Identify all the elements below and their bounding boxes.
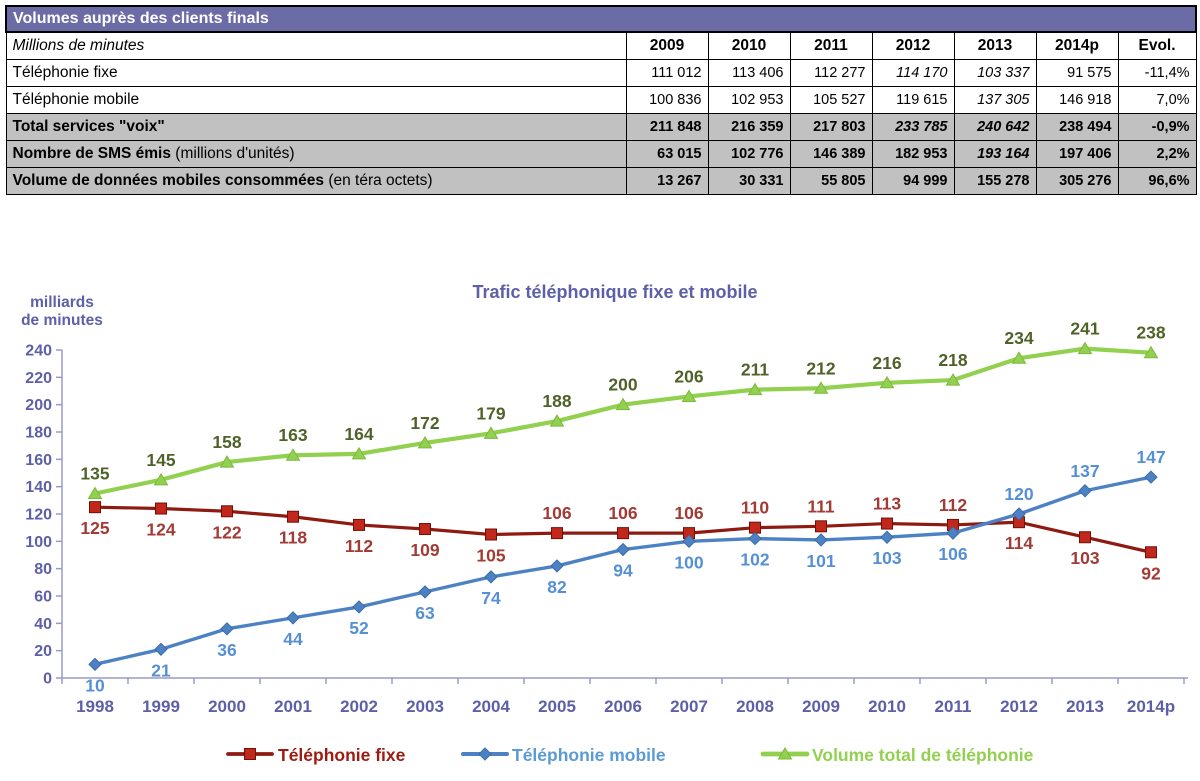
value-cell: 13 267 — [626, 168, 708, 195]
chart-title: Trafic téléphonique fixe et mobile — [472, 282, 758, 302]
y-tick-label: 200 — [25, 397, 52, 415]
value-cell: 112 277 — [790, 60, 872, 87]
x-tick-label: 1999 — [142, 697, 180, 716]
value-cell: 146 918 — [1036, 87, 1118, 114]
table-header-row — [6, 32, 1196, 60]
table-row — [6, 60, 1196, 87]
y-axis-label: milliards — [30, 294, 94, 311]
y-tick-label: 20 — [34, 643, 52, 661]
data-label: 163 — [278, 425, 308, 446]
y-tick-label: 220 — [25, 369, 52, 387]
value-cell: 113 406 — [708, 60, 790, 87]
value-cell: 182 953 — [872, 141, 954, 168]
row-label: Téléphonie mobile — [6, 87, 626, 114]
value-cell: 111 012 — [626, 60, 708, 87]
series-labels-1 — [85, 447, 1165, 695]
data-label: 105 — [476, 545, 506, 566]
value-cell: 119 615 — [872, 87, 954, 114]
data-label: 234 — [1004, 328, 1034, 349]
evol-cell: 96,6% — [1118, 168, 1196, 195]
x-tick-label: 2010 — [868, 697, 906, 716]
column-header: 2012 — [872, 32, 954, 60]
value-cell: 155 278 — [954, 168, 1036, 195]
row-label: Nombre de SMS émis (millions d'unités) — [6, 141, 626, 168]
y-tick-label: 60 — [34, 588, 52, 606]
data-label: 179 — [476, 403, 506, 424]
x-tick-label: 2011 — [934, 697, 972, 716]
traffic-chart — [0, 266, 1200, 776]
data-label: 218 — [938, 350, 968, 371]
x-tick-label: 2004 — [472, 697, 510, 716]
x-tick-label: 2007 — [670, 697, 708, 716]
y-tick-label: 0 — [43, 670, 52, 688]
line-chart-svg — [0, 266, 1200, 776]
value-cell: 114 170 — [872, 60, 954, 87]
data-label: 109 — [410, 540, 440, 561]
x-tick-label: 2014p — [1126, 697, 1176, 716]
data-label: 36 — [217, 639, 237, 660]
data-label: 21 — [151, 660, 171, 681]
data-label: 241 — [1070, 318, 1100, 339]
legend-label: Téléphonie mobile — [512, 745, 666, 765]
evol-cell: 2,2% — [1118, 141, 1196, 168]
value-cell: 193 164 — [954, 141, 1036, 168]
x-tick-label: 1998 — [76, 697, 114, 716]
table-title: Volumes auprès des clients finals — [6, 6, 1196, 32]
y-tick-label: 140 — [25, 479, 52, 497]
legend-label: Téléphonie fixe — [278, 745, 406, 765]
evol-cell: 7,0% — [1118, 87, 1196, 114]
data-label: 10 — [85, 675, 105, 696]
value-cell: 94 999 — [872, 168, 954, 195]
legend-label: Volume total de téléphonie — [812, 745, 1034, 765]
value-cell: 137 305 — [954, 87, 1036, 114]
data-label: 113 — [872, 493, 902, 514]
value-cell: 146 389 — [790, 141, 872, 168]
data-label: 112 — [344, 535, 374, 556]
value-cell: 305 276 — [1036, 168, 1118, 195]
data-label: 125 — [80, 518, 110, 539]
x-tick-label: 2009 — [802, 697, 840, 716]
table-row — [6, 87, 1196, 114]
volumes-table — [5, 5, 1197, 195]
data-label: 92 — [1141, 563, 1161, 584]
data-label: 122 — [212, 522, 242, 543]
y-tick-label: 240 — [25, 342, 52, 360]
row-label: Téléphonie fixe — [6, 60, 626, 87]
data-label: 158 — [212, 432, 242, 453]
y-tick-label: 100 — [25, 533, 52, 551]
value-cell: 102 776 — [708, 141, 790, 168]
value-cell: 55 805 — [790, 168, 872, 195]
data-label: 94 — [613, 560, 633, 581]
column-header: 2013 — [954, 32, 1036, 60]
table-row — [6, 168, 1196, 195]
value-cell: 105 527 — [790, 87, 872, 114]
data-label: 164 — [344, 423, 374, 444]
x-tick-label: 2006 — [604, 697, 642, 716]
data-label: 147 — [1136, 447, 1166, 468]
evol-cell: -0,9% — [1118, 114, 1196, 141]
table-row — [6, 141, 1196, 168]
data-label: 137 — [1070, 460, 1100, 481]
column-header: 2009 — [626, 32, 708, 60]
data-label: 200 — [608, 374, 638, 395]
data-label: 145 — [146, 449, 176, 470]
value-cell: 240 642 — [954, 114, 1036, 141]
data-label: 206 — [674, 366, 704, 387]
data-label: 103 — [872, 548, 902, 569]
data-label: 106 — [542, 503, 572, 524]
column-header: 2010 — [708, 32, 790, 60]
y-tick-label: 40 — [34, 615, 52, 633]
value-cell: 103 337 — [954, 60, 1036, 87]
x-tick-label: 2012 — [1000, 697, 1038, 716]
value-cell: 211 848 — [626, 114, 708, 141]
value-cell: 233 785 — [872, 114, 954, 141]
value-cell: 30 331 — [708, 168, 790, 195]
x-tick-label: 2008 — [736, 697, 774, 716]
svg-text:de minutes: de minutes — [21, 312, 103, 329]
data-label: 111 — [807, 496, 835, 517]
data-label: 102 — [740, 549, 770, 570]
data-label: 114 — [1004, 533, 1034, 554]
x-tick-label: 2005 — [538, 697, 576, 716]
data-label: 172 — [410, 412, 440, 433]
data-label: 110 — [740, 497, 770, 518]
column-header: 2014p — [1036, 32, 1118, 60]
series-2 — [89, 343, 1158, 499]
value-cell: 100 836 — [626, 87, 708, 114]
data-label: 112 — [938, 494, 968, 515]
x-tick-label: 2013 — [1066, 697, 1104, 716]
x-tick-label: 2000 — [208, 697, 246, 716]
data-label: 106 — [608, 503, 638, 524]
data-label: 103 — [1070, 548, 1100, 569]
x-tick-label: 2001 — [274, 697, 312, 716]
data-label: 124 — [146, 519, 176, 540]
data-label: 212 — [806, 358, 836, 379]
unit-label: Millions de minutes — [6, 32, 626, 60]
legend — [228, 745, 1034, 765]
column-header: 2011 — [790, 32, 872, 60]
y-tick-label: 80 — [34, 561, 52, 579]
column-header: Evol. — [1118, 32, 1196, 60]
row-label: Volume de données mobiles consommées (en téra octets) — [6, 168, 626, 195]
value-cell: 63 015 — [626, 141, 708, 168]
data-label: 216 — [872, 352, 902, 373]
value-cell: 91 575 — [1036, 60, 1118, 87]
data-label: 135 — [80, 463, 110, 484]
data-label: 106 — [938, 544, 968, 565]
y-tick-label: 160 — [25, 451, 52, 469]
table-row — [6, 114, 1196, 141]
data-label: 101 — [806, 550, 836, 571]
data-label: 188 — [542, 391, 572, 412]
data-label: 118 — [278, 527, 308, 548]
x-tick-label: 2003 — [406, 697, 444, 716]
data-label: 52 — [349, 617, 369, 638]
data-label: 63 — [415, 602, 435, 623]
evol-cell: -11,4% — [1118, 60, 1196, 87]
value-cell: 216 359 — [708, 114, 790, 141]
row-label: Total services "voix" — [6, 114, 626, 141]
x-tick-label: 2002 — [340, 697, 378, 716]
data-label: 211 — [740, 359, 770, 380]
data-label: 100 — [674, 552, 704, 573]
data-label: 44 — [283, 628, 303, 649]
data-label: 82 — [547, 576, 567, 597]
table-title-row — [6, 6, 1196, 32]
value-cell: 238 494 — [1036, 114, 1118, 141]
data-label: 106 — [674, 503, 704, 524]
value-cell: 102 953 — [708, 87, 790, 114]
data-label: 74 — [481, 587, 501, 608]
value-cell: 197 406 — [1036, 141, 1118, 168]
y-tick-label: 120 — [25, 506, 52, 524]
data-label: 120 — [1004, 484, 1034, 504]
value-cell: 217 803 — [790, 114, 872, 141]
data-label: 238 — [1136, 322, 1166, 343]
y-tick-label: 180 — [25, 424, 52, 442]
axes — [25, 343, 1188, 717]
